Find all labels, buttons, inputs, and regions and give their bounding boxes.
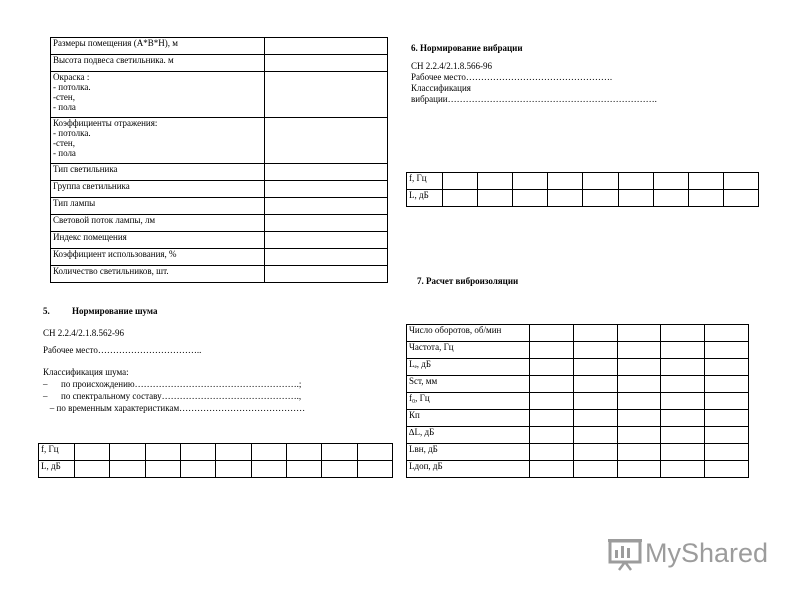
parameter-label: [51, 266, 265, 283]
value-cell: [573, 325, 617, 342]
row-label: Lвн, дБ: [407, 444, 530, 461]
value-cell: [617, 427, 661, 444]
value-cell: [110, 444, 145, 461]
vibration-section-title: 6. Нормирование вибрации: [411, 43, 523, 53]
value-cell: [573, 461, 617, 478]
row-label: Число оборотов, об/мин: [407, 325, 530, 342]
parameter-label-line: Тип лампы: [53, 198, 96, 208]
value-cell: [583, 173, 618, 190]
parameter-label-line: Коэффициенты отражения:: [53, 118, 158, 128]
value-cell: [661, 444, 705, 461]
parameter-label: [51, 232, 265, 249]
value-cell: [573, 342, 617, 359]
value-cell: [573, 410, 617, 427]
value-cell: [723, 190, 758, 207]
parameter-label-line: - потолка.: [53, 128, 91, 138]
table-row: [39, 444, 393, 461]
table-row: [51, 181, 388, 198]
value-cell: [530, 359, 574, 376]
table-row: [407, 410, 749, 427]
value-cell: [573, 376, 617, 393]
table-row: [407, 325, 749, 342]
value-cell: [357, 444, 392, 461]
value-cell: [251, 461, 286, 478]
value-cell: [653, 190, 688, 207]
value-cell: [661, 410, 705, 427]
value-cell: [548, 190, 583, 207]
parameter-label-line: -стен,: [53, 92, 75, 102]
value-cell: [705, 359, 749, 376]
value-cell: [145, 461, 180, 478]
parameter-value-cell: [265, 38, 388, 55]
parameter-label: [51, 164, 265, 181]
parameter-label: [51, 55, 265, 72]
vibration-standard: СН 2.2.4/2.1.8.566-96: [411, 61, 492, 71]
value-cell: [617, 393, 661, 410]
parameter-value-cell: [265, 249, 388, 266]
parameter-value-cell: [265, 198, 388, 215]
noise-section-number: 5.: [43, 306, 50, 316]
parameter-label: [51, 72, 265, 118]
value-cell: [688, 173, 723, 190]
table-row: [51, 164, 388, 181]
value-cell: [530, 461, 574, 478]
parameter-label: [51, 118, 265, 164]
row-label: L, дБ: [407, 190, 443, 207]
value-cell: [617, 342, 661, 359]
parameter-value-cell: [265, 55, 388, 72]
row-label: Кп: [407, 410, 530, 427]
table-row: [407, 444, 749, 461]
vibration-classification: Классификация: [411, 83, 471, 93]
value-cell: [443, 190, 478, 207]
noise-class-time: – по временным характеристикам……………………………………: [43, 403, 306, 413]
row-label: Lₑ, дБ: [407, 359, 530, 376]
parameter-value-cell: [265, 118, 388, 164]
parameter-label-line: Высота подвеса светильника. м: [53, 55, 174, 65]
noise-standard: СН 2.2.4/2.1.8.562-96: [43, 328, 124, 338]
value-cell: [661, 427, 705, 444]
value-cell: [618, 190, 653, 207]
table-row: [51, 72, 388, 118]
noise-classification-label: Классификация шума:: [43, 367, 129, 377]
value-cell: [617, 444, 661, 461]
value-cell: [530, 342, 574, 359]
vibration-classification-cont: вибрации…………………………………………………………….: [411, 94, 657, 104]
value-cell: [617, 359, 661, 376]
parameter-label-line: Окраска :: [53, 72, 90, 82]
table-row: [51, 232, 388, 249]
parameter-label-line: Индекс помещения: [53, 232, 127, 242]
value-cell: [530, 393, 574, 410]
noise-class-origin: – по происхождению……………………………………………….;: [43, 379, 302, 389]
watermark-text: MyShared: [645, 538, 769, 568]
parameter-label-line: - пола: [53, 148, 76, 158]
parameter-value-cell: [265, 266, 388, 283]
parameter-label: [51, 181, 265, 198]
row-label: ∆L, дБ: [407, 427, 530, 444]
value-cell: [110, 461, 145, 478]
vibration-workplace: Рабочее место………………………………………….: [411, 72, 613, 82]
value-cell: [548, 173, 583, 190]
parameter-label-line: -стен,: [53, 138, 75, 148]
value-cell: [705, 427, 749, 444]
table-row: [51, 215, 388, 232]
value-cell: [216, 461, 251, 478]
parameter-label-line: Тип светильника: [53, 164, 118, 174]
value-cell: [75, 461, 110, 478]
value-cell: [653, 173, 688, 190]
value-cell: [723, 173, 758, 190]
value-cell: [180, 444, 215, 461]
value-cell: [617, 376, 661, 393]
value-cell: [661, 342, 705, 359]
value-cell: [617, 325, 661, 342]
value-cell: [513, 173, 548, 190]
value-cell: [705, 393, 749, 410]
parameter-label: [51, 198, 265, 215]
table-row: [407, 359, 749, 376]
value-cell: [216, 444, 251, 461]
value-cell: [322, 461, 357, 478]
value-cell: [705, 376, 749, 393]
value-cell: [322, 444, 357, 461]
value-cell: [573, 427, 617, 444]
value-cell: [145, 444, 180, 461]
parameter-label-line: - потолка.: [53, 82, 91, 92]
value-cell: [530, 444, 574, 461]
table-row: [407, 393, 749, 410]
value-cell: [573, 393, 617, 410]
table-row: [51, 118, 388, 164]
value-cell: [530, 325, 574, 342]
value-cell: [617, 461, 661, 478]
parameter-label-line: Световой поток лампы, лм: [53, 215, 156, 225]
value-cell: [478, 173, 513, 190]
table-row: [407, 461, 749, 478]
value-cell: [530, 427, 574, 444]
value-cell: [705, 461, 749, 478]
noise-class-spectrum: – по спектральному составу……………………………………….,: [43, 391, 302, 401]
value-cell: [617, 410, 661, 427]
table-row: [407, 342, 749, 359]
value-cell: [251, 444, 286, 461]
table-row: [407, 427, 749, 444]
value-cell: [513, 190, 548, 207]
watermark-logo: [607, 536, 772, 574]
noise-table: [38, 443, 393, 478]
vibration-table: [406, 172, 759, 207]
value-cell: [705, 325, 749, 342]
table-row: [51, 55, 388, 72]
parameter-value-cell: [265, 181, 388, 198]
value-cell: [286, 444, 321, 461]
parameter-label: [51, 215, 265, 232]
parameter-value-cell: [265, 232, 388, 249]
value-cell: [618, 173, 653, 190]
value-cell: [661, 461, 705, 478]
value-cell: [661, 325, 705, 342]
value-cell: [443, 173, 478, 190]
parameter-label-line: Размеры помещения (А*В*Н), м: [53, 38, 178, 48]
value-cell: [688, 190, 723, 207]
table-row: [407, 190, 759, 207]
value-cell: [705, 444, 749, 461]
parameter-label-line: - пола: [53, 102, 76, 112]
value-cell: [573, 444, 617, 461]
parameter-label-line: Количество светильников, шт.: [53, 266, 169, 276]
parameter-value-cell: [265, 215, 388, 232]
isolation-section-title: 7. Расчет виброизоляции: [417, 276, 519, 286]
value-cell: [530, 410, 574, 427]
row-label: f, Гц: [407, 173, 443, 190]
value-cell: [705, 342, 749, 359]
table-row: [39, 461, 393, 478]
noise-workplace: Рабочее место……………………………..: [43, 345, 202, 355]
table-row: [407, 376, 749, 393]
value-cell: [478, 190, 513, 207]
value-cell: [705, 410, 749, 427]
row-label: Sст, мм: [407, 376, 530, 393]
value-cell: [661, 376, 705, 393]
value-cell: [573, 359, 617, 376]
parameter-value-cell: [265, 164, 388, 181]
row-label: Частота, Гц: [407, 342, 530, 359]
table-row: [51, 249, 388, 266]
value-cell: [530, 376, 574, 393]
value-cell: [180, 461, 215, 478]
table-row: [51, 38, 388, 55]
parameter-label: [51, 249, 265, 266]
value-cell: [357, 461, 392, 478]
parameter-value-cell: [265, 72, 388, 118]
lighting-table: [50, 37, 388, 283]
table-row: [407, 173, 759, 190]
value-cell: [75, 444, 110, 461]
value-cell: [583, 190, 618, 207]
isolation-table: [406, 324, 749, 478]
parameter-label: [51, 38, 265, 55]
noise-section-title: Нормирование шума: [72, 306, 158, 316]
value-cell: [661, 393, 705, 410]
presentation-board-icon: [607, 536, 643, 572]
row-label: f₀, Гц: [407, 393, 530, 410]
row-label: L, дБ: [39, 461, 75, 478]
table-row: [51, 266, 388, 283]
parameter-label-line: Группа светильника: [53, 181, 130, 191]
table-row: [51, 198, 388, 215]
row-label: Lдоп, дБ: [407, 461, 530, 478]
value-cell: [286, 461, 321, 478]
row-label: f, Гц: [39, 444, 75, 461]
value-cell: [661, 359, 705, 376]
parameter-label-line: Коэффициент использования, %: [53, 249, 177, 259]
